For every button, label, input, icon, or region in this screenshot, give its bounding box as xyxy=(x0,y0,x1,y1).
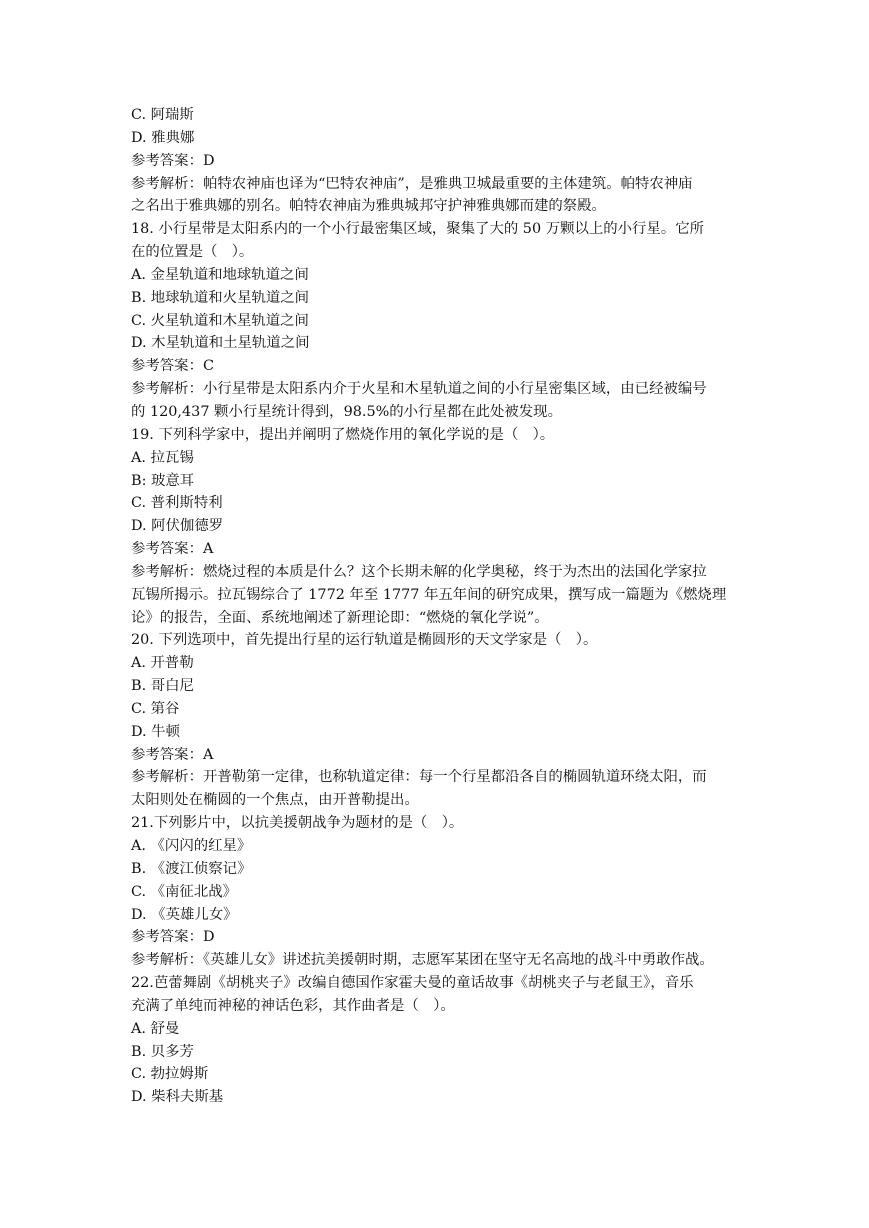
text-line: 参考解析：《英雄儿女》讲述抗美援朝时期，志愿军某团在坚守无名高地的战斗中勇敢作战。 xyxy=(131,952,714,969)
text-line: D. 阿伏伽德罗 xyxy=(131,518,224,535)
text-line: 的 120,437 颗小行星统计得到，98.5%的小行星都在此处被发现。 xyxy=(131,403,562,420)
document-body xyxy=(131,104,809,1109)
text-line: 22.芭蕾舞剧《胡桃夹子》改编自德国作家霍夫曼的童话故事《胡桃夹子与老鼠王》，音乐 xyxy=(131,975,694,992)
text-line: 瓦锡所揭示。拉瓦锡综合了 1772 年至 1777 年五年间的研究成果，撰写成一篇题为《燃烧理 xyxy=(131,586,727,603)
text-line: 参考解析：小行星带是太阳系内介于火星和木星轨道之间的小行星密集区域，由已经被编号 xyxy=(131,381,707,398)
text-line: C. 火星轨道和木星轨道之间 xyxy=(131,312,309,329)
text-line: 参考答案：C xyxy=(131,358,214,375)
text-line: 参考答案：A xyxy=(131,541,214,558)
text-line: 18. 小行星带是太阳系内的一个小行最密集区域，聚集了大的 50 万颗以上的小行星。它所 xyxy=(131,221,704,238)
text-line: 参考解析：燃烧过程的本质是什么？这个长期未解的化学奥秘，终于为杰出的法国化学家拉 xyxy=(131,563,707,580)
text-line: B. 贝多芳 xyxy=(131,1043,194,1060)
text-line: 参考解析：帕特农神庙也译为“巴特农神庙”，是雅典卫城最重要的主体建筑。帕特农神庙 xyxy=(131,175,693,192)
text-line: C. 阿瑞斯 xyxy=(131,107,194,123)
text-line: A. 舒曼 xyxy=(131,1020,180,1037)
text-line: B. 哥白尼 xyxy=(131,678,194,695)
text-line: B. 《渡江侦察记》 xyxy=(131,860,252,877)
text-line: C. 普利斯特利 xyxy=(131,495,223,512)
text-line: 参考答案：A xyxy=(131,746,214,763)
text-line: 之名出于雅典娜的别名。帕特农神庙为雅典城邦守护神雅典娜而建的祭殿。 xyxy=(131,198,606,215)
text-line: C. 勃拉姆斯 xyxy=(131,1066,209,1083)
text-line: B: 玻意耳 xyxy=(131,472,195,489)
text-line: 参考解析：开普勒第一定律，也称轨道定律：每一个行星都沿各自的椭圆轨道环绕太阳，而 xyxy=(131,769,707,786)
text-line: 论》的报告，全面、系统地阐述了新理论即：“燃烧的氧化学说”。 xyxy=(131,609,549,626)
text-line: D. 木星轨道和土星轨道之间 xyxy=(131,335,310,352)
text-line: B. 地球轨道和火星轨道之间 xyxy=(131,289,310,306)
text-line: 充满了单纯而神秘的神话色彩，其作曲者是（ ）。 xyxy=(131,997,455,1014)
text-line: 参考答案：D xyxy=(131,929,215,946)
text-line: A. 开普勒 xyxy=(131,655,194,672)
text-line: A. 《闪闪的红星》 xyxy=(131,838,252,854)
text-line: A. 拉瓦锡 xyxy=(131,449,194,466)
text-line: 21.下列影片中，以抗美援朝战争为题材的是（ ）。 xyxy=(131,815,464,832)
text-line: 太阳则处在椭圆的一个焦点，由开普勒提出。 xyxy=(131,792,419,809)
text-line: D. 《英雄儿女》 xyxy=(131,906,238,923)
text-line: D. 牛顿 xyxy=(131,723,180,740)
text-line: 参考答案：D xyxy=(131,152,215,169)
text-line: D. 柴科夫斯基 xyxy=(131,1089,224,1106)
text-line: A. 金星轨道和地球轨道之间 xyxy=(131,266,309,283)
text-line: C. 《南征北战》 xyxy=(131,883,237,900)
text-line: 在的位置是（ ）。 xyxy=(131,244,254,261)
text-line: C. 第谷 xyxy=(131,700,180,717)
text-line: D. 雅典娜 xyxy=(131,129,195,146)
text-line: 19. 下列科学家中，提出并阐明了燃烧作用的氧化学说的是（ ）。 xyxy=(131,426,555,443)
text-line: 20. 下列选项中，首先提出行星的运行轨道是椭圆形的天文学家是（ ）。 xyxy=(131,632,598,649)
